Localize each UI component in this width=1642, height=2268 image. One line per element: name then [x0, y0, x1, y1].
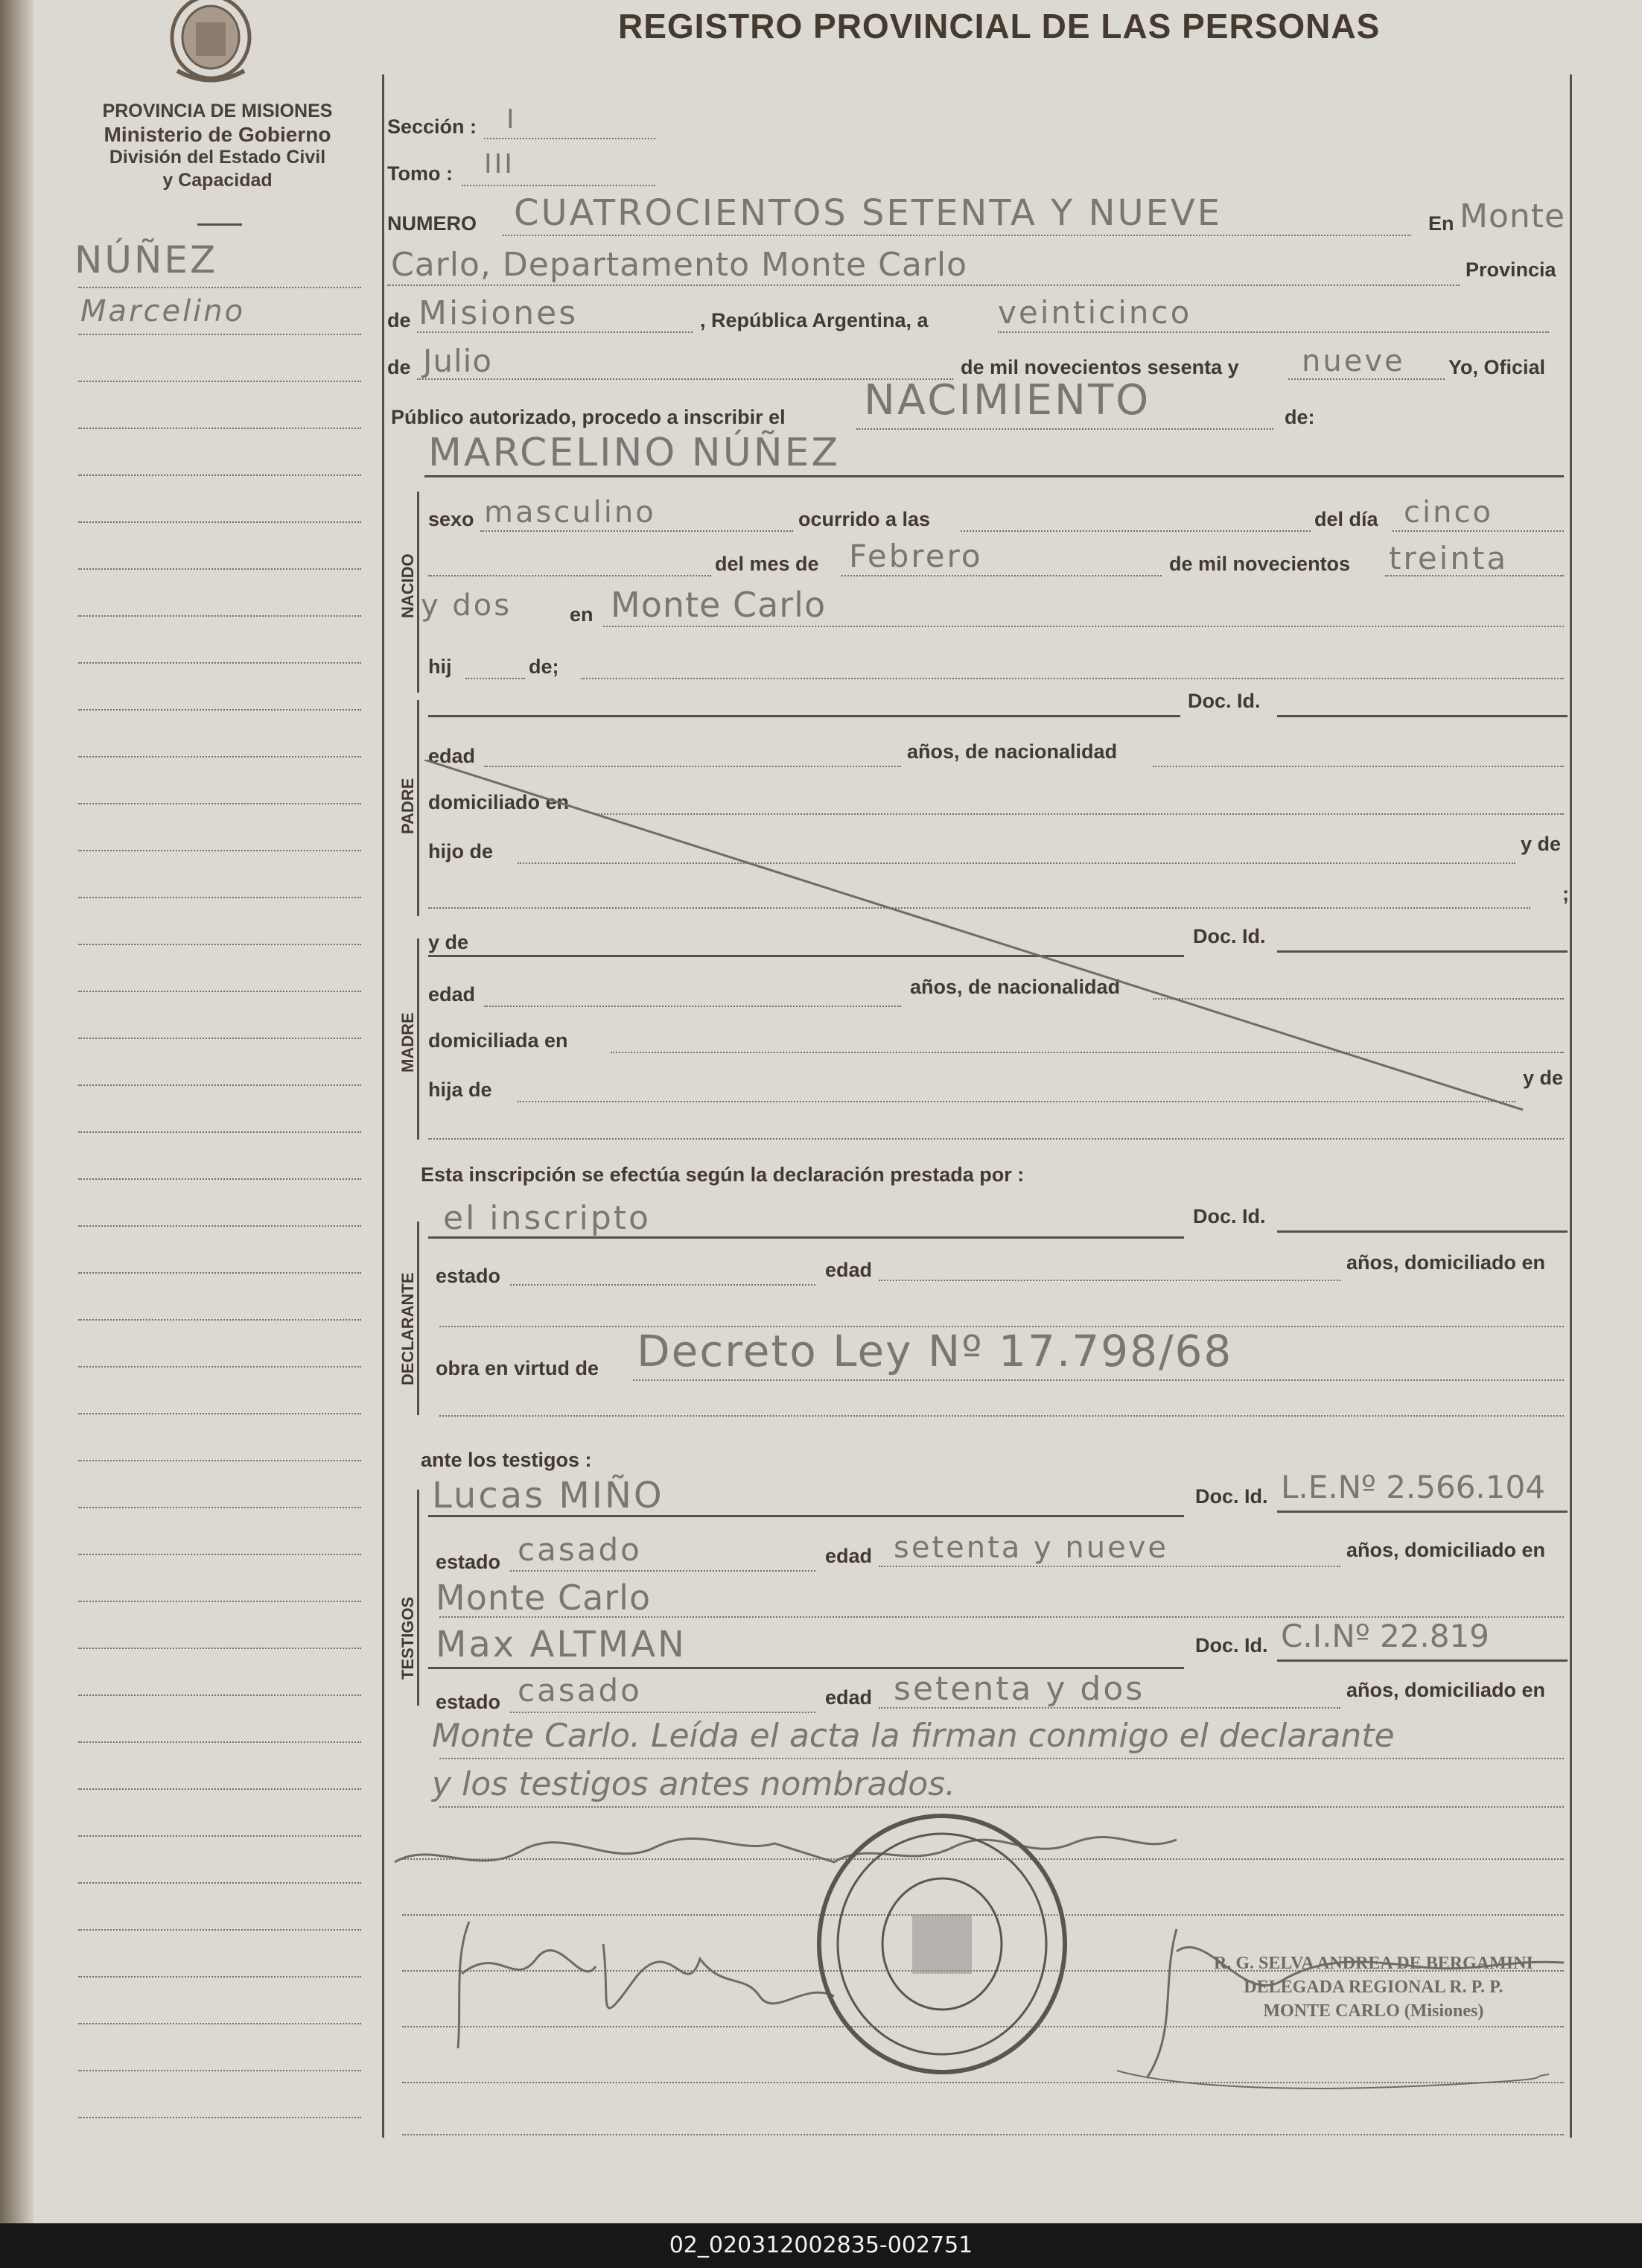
value-dia: veinticinco [998, 294, 1192, 331]
margin-rule-line [78, 381, 361, 382]
label-republica: , República Argentina, a [700, 309, 929, 331]
margin-rule-line [78, 568, 361, 570]
field-line [1277, 1659, 1568, 1662]
field-line [510, 1570, 815, 1572]
margin-rule-line [78, 897, 361, 898]
margin-rule-line [78, 1460, 361, 1461]
label-tomo: Tomo : [387, 162, 453, 185]
label-inscripcion: Esta inscripción se efectúa según la declaración prestada por : [421, 1163, 1025, 1186]
field-line [1277, 1511, 1568, 1513]
margin-rule-line [78, 1084, 361, 1086]
label-en-nac: en [570, 603, 594, 626]
margin-rule-line [78, 1929, 361, 1931]
value-mes: Julio [423, 343, 493, 379]
label-doc-id-padre: Doc. Id. [1188, 690, 1261, 712]
label-anios-dom-testigo2: años, domiciliado en [1346, 1679, 1546, 1701]
margin-rule-line [78, 756, 361, 757]
field-line [1393, 530, 1564, 532]
field-line [879, 1566, 1340, 1567]
margin-rule-line [78, 1038, 361, 1039]
margin-rule-line [78, 1225, 361, 1227]
label-semicolon: ; [1562, 883, 1569, 905]
officer-block [1214, 1951, 1533, 2023]
document-title: REGISTRO PROVINCIAL DE LAS PERSONAS [618, 7, 1381, 45]
label-hija-de: hija de [428, 1079, 492, 1101]
margin-rule-line [78, 1882, 361, 1884]
label-del-dia: del día [1314, 508, 1378, 530]
field-line [841, 575, 1162, 576]
margin-rule-line [78, 1694, 361, 1696]
field-line [1277, 715, 1568, 717]
label-estado-declarante: estado [436, 1265, 501, 1287]
margin-rule-line [78, 1601, 361, 1602]
label-seccion: Sección : [387, 115, 477, 138]
value-numero: CUATROCIENTOS SETENTA Y NUEVE [514, 192, 1223, 234]
label-numero: NUMERO [387, 212, 477, 235]
label-doc-id-testigo1: Doc. Id. [1195, 1485, 1268, 1508]
margin-rule-line [78, 1413, 361, 1414]
value-nombre: MARCELINO NÚÑEZ [428, 431, 841, 475]
official-stamp-icon [812, 1810, 1072, 2078]
label-hijo-de: hijo de [428, 840, 493, 863]
margin-rule-line [78, 1835, 361, 1837]
field-line [484, 138, 655, 139]
label-anios-nac-madre: años, de nacionalidad [910, 976, 1121, 998]
value-anio-nac-2: y dos [421, 588, 512, 623]
value-dia-nac: cinco [1404, 495, 1493, 530]
value-testigo1-edad: setenta y nueve [894, 1531, 1168, 1565]
field-line [439, 1758, 1564, 1759]
label-de-semi: de; [529, 655, 559, 678]
label-anios-dom-declarante: años, domiciliado en [1346, 1251, 1546, 1274]
field-line [581, 678, 1564, 679]
field-line [402, 2134, 1564, 2135]
margin-surname: NÚÑEZ [74, 238, 218, 282]
field-line [428, 575, 711, 576]
field-line [428, 715, 1180, 717]
margin-rule-line [78, 850, 361, 851]
field-line [998, 331, 1549, 333]
margin-rule-line [78, 1178, 361, 1180]
label-del-mes: del mes de [715, 553, 819, 575]
label-edad-declarante: edad [825, 1259, 873, 1281]
label-doc-id-declarante: Doc. Id. [1193, 1205, 1266, 1227]
label-y-de-padre: y de [1521, 833, 1562, 855]
label-estado-testigo2: estado [436, 1691, 501, 1713]
value-cierre-2: y los testigos antes nombrados. [432, 1765, 956, 1803]
cancellation-stroke [417, 760, 1534, 1117]
field-line [465, 678, 525, 679]
value-obra: Decreto Ley Nº 17.798/68 [637, 1326, 1233, 1376]
field-line [510, 1712, 815, 1713]
field-line [439, 1415, 1564, 1417]
margin-rule-line [78, 1554, 361, 1555]
field-line [503, 235, 1411, 236]
margin-rule-line [78, 944, 361, 945]
margin-rule-line [78, 1507, 361, 1508]
label-sexo: sexo [428, 508, 474, 530]
margin-rule-line [78, 2070, 361, 2071]
label-edad-testigo2: edad [825, 1686, 873, 1709]
value-cierre-1: Monte Carlo. Leída el acta la firman conmigo el declarante [432, 1717, 1395, 1755]
value-declarante: el inscripto [443, 1199, 651, 1237]
label-doc-id-madre: Doc. Id. [1193, 925, 1266, 947]
value-en: Monte [1460, 197, 1566, 235]
value-testigo2-doc: C.I.Nº 22.819 [1281, 1618, 1489, 1654]
margin-rule-line [78, 287, 361, 288]
label-ante: ante los testigos : [421, 1449, 592, 1471]
label-domiciliada: domiciliada en [428, 1029, 568, 1052]
margin-rule-line [78, 1788, 361, 1790]
field-line [879, 1280, 1340, 1281]
margin-rule-line [78, 1319, 361, 1321]
field-line [480, 530, 793, 532]
division-name: División del Estado Civil [109, 147, 326, 168]
value-testigo2-edad: setenta y dos [894, 1670, 1145, 1708]
margin-given-name: Marcelino [80, 294, 246, 328]
division-name-2: y Capacidad [162, 170, 273, 191]
value-testigo2-estado: casado [518, 1672, 642, 1709]
margin-rule-line [78, 521, 361, 523]
label-y-de-madre-2: y de [1523, 1067, 1564, 1089]
value-lugar-nac: Monte Carlo [611, 585, 827, 625]
margin-rule-line [78, 2023, 361, 2024]
side-label-declarante: DECLARANTE [398, 1272, 417, 1385]
margin-rule-line [78, 662, 361, 664]
field-line [387, 285, 1460, 286]
field-line [428, 1515, 1184, 1517]
footer-caption: 02_020312002835-002751 [0, 2223, 1642, 2268]
margin-rule-line [78, 334, 361, 335]
value-lugar: Carlo, Departamento Monte Carlo [391, 246, 968, 284]
margin-rule-line [78, 1976, 361, 1978]
divider [197, 223, 242, 226]
label-estado-testigo1: estado [436, 1551, 501, 1573]
label-mil-nov: de mil novecientos [1169, 553, 1351, 575]
ministry-name: Ministerio de Gobierno [104, 123, 331, 146]
field-line [424, 475, 1564, 477]
margin-rule-line [78, 1741, 361, 1743]
side-label-testigos: TESTIGOS [398, 1596, 417, 1680]
officer-office: MONTE CARLO (Misiones) [1263, 2001, 1484, 2021]
value-anio: nueve [1302, 344, 1405, 378]
margin-rule-line [78, 1131, 361, 1133]
officer-name: R. G. SELVA ANDREA DE BERGAMINI [1214, 1954, 1533, 1973]
margin-rule-line [78, 615, 361, 617]
label-de: de [387, 309, 411, 331]
label-domiciliado-padre: domiciliado en [428, 791, 570, 813]
label-anios-nac-padre: años, de nacionalidad [907, 740, 1118, 763]
label-edad-padre: edad [428, 745, 476, 767]
margin-rule-line [78, 1648, 361, 1649]
issuer-block [69, 100, 366, 192]
field-line [961, 530, 1311, 532]
label-yo-oficial: Yo, Oficial [1448, 356, 1546, 378]
label-y-de-madre: y de [428, 931, 469, 953]
field-line [428, 1236, 1184, 1239]
book-spine [0, 0, 34, 2223]
margin-rule-line [78, 991, 361, 992]
label-anios-dom-testigo1: años, domiciliado en [1346, 1539, 1546, 1561]
label-obra: obra en virtud de [436, 1357, 599, 1379]
field-line [633, 1379, 1564, 1381]
margin-rule-line [78, 2117, 361, 2118]
field-line [1288, 378, 1445, 380]
margin-rule-line [78, 1366, 361, 1368]
value-seccion: I [506, 104, 517, 135]
value-testigo2: Max ALTMAN [436, 1624, 687, 1665]
province-name: PROVINCIA DE MISIONES [102, 101, 333, 121]
frame-left-line [382, 74, 384, 2138]
value-tomo: III [484, 149, 515, 180]
value-sexo: masculino [484, 495, 656, 530]
label-provincia: Provincia [1466, 258, 1556, 281]
label-de-colon: de: [1285, 406, 1315, 428]
field-line [428, 1667, 1184, 1669]
side-label-nacido: NACIDO [398, 553, 417, 618]
margin-rule-line [78, 474, 361, 476]
field-line [510, 1284, 815, 1286]
value-anio-nac: treinta [1389, 540, 1509, 576]
margin-rule-line [78, 1272, 361, 1274]
value-testigo1: Lucas MIÑO [432, 1475, 664, 1516]
value-testigo1-dom: Monte Carlo [436, 1578, 652, 1618]
label-mil-sesenta: de mil novecientos sesenta y [961, 356, 1239, 378]
value-acto: NACIMIENTO [864, 376, 1151, 425]
margin-rule-line [78, 428, 361, 429]
officer-title: DELEGADA REGIONAL R. P. P. [1244, 1978, 1503, 1997]
value-provincia: Misiones [419, 294, 579, 332]
field-line [439, 1806, 1564, 1808]
label-edad-madre: edad [428, 983, 476, 1006]
label-ocurrido: ocurrido a las [798, 508, 931, 530]
label-en: En [1428, 212, 1454, 235]
side-label-madre: MADRE [398, 1012, 417, 1073]
value-testigo1-doc: L.E.Nº 2.566.104 [1281, 1469, 1545, 1505]
field-line [603, 626, 1564, 627]
side-label-padre: PADRE [398, 778, 417, 834]
label-edad-testigo1: edad [825, 1545, 873, 1567]
field-line [856, 428, 1273, 430]
field-line [462, 185, 655, 186]
label-doc-id-testigo2: Doc. Id. [1195, 1634, 1268, 1656]
margin-rule-line [78, 709, 361, 711]
coat-of-arms-icon [162, 0, 259, 89]
margin-rule-line [78, 803, 361, 804]
field-line [1277, 1230, 1568, 1233]
label-de-mes: de [387, 356, 411, 378]
field-line [428, 1138, 1564, 1140]
label-hij: hij [428, 655, 452, 678]
value-mes-nac: Febrero [849, 538, 983, 574]
label-publico: Público autorizado, procedo a inscribir el [391, 406, 786, 428]
value-testigo1-estado: casado [518, 1531, 642, 1568]
